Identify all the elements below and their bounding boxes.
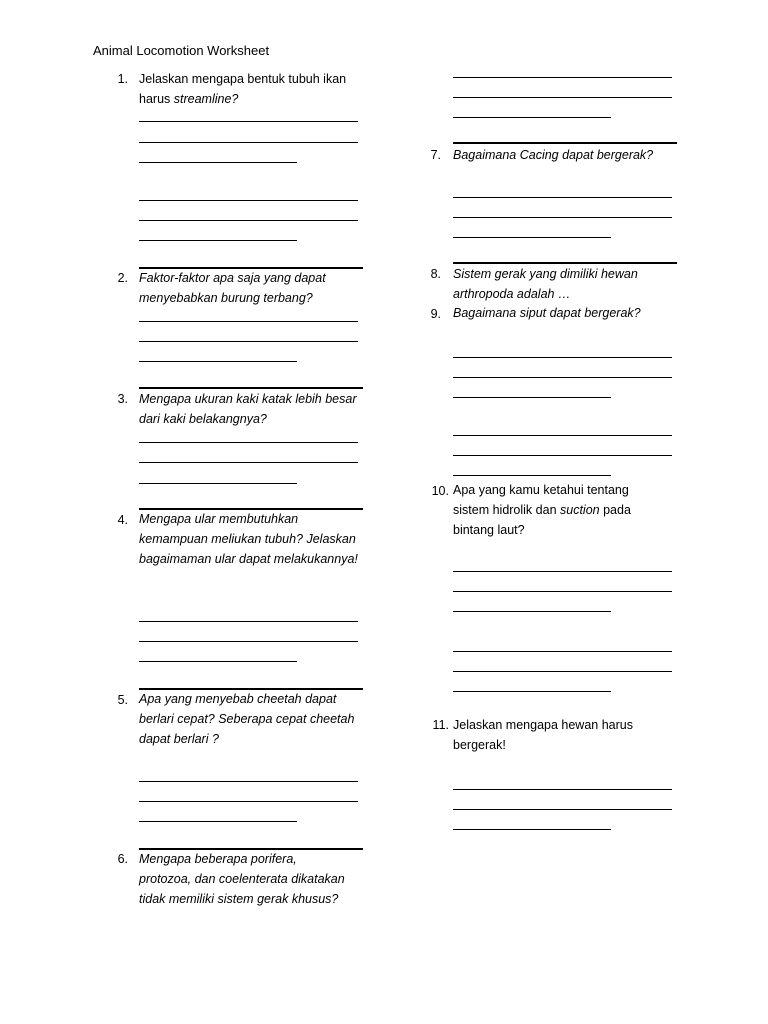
question-text bbox=[453, 145, 683, 165]
question-text bbox=[139, 268, 369, 308]
answer-line bbox=[453, 377, 672, 378]
question-text bbox=[453, 303, 683, 323]
question-text-segment: Bagaimana Cacing dapat bergerak? bbox=[453, 148, 654, 162]
question-text bbox=[453, 715, 668, 755]
answer-line bbox=[139, 641, 358, 642]
answer-line bbox=[139, 361, 297, 362]
answer-line bbox=[139, 821, 297, 822]
answer-line bbox=[453, 397, 611, 398]
question-text-segment: Bagaimana siput dapat bergerak? bbox=[453, 306, 641, 320]
question-number: 7. bbox=[430, 148, 441, 162]
answer-line bbox=[139, 162, 297, 163]
answer-line bbox=[139, 781, 358, 782]
question-number: 8. bbox=[430, 267, 441, 281]
question-text-segment: Mengapa ular membutuhkan kemampuan meliukan tubuh? Jelaskan bagaimaman ular dapat melakukannya! bbox=[139, 512, 358, 566]
answer-line bbox=[139, 483, 297, 484]
answer-line bbox=[453, 455, 672, 456]
question-number: 9. bbox=[430, 307, 441, 321]
section-divider bbox=[139, 848, 363, 850]
question-number: 5. bbox=[117, 693, 128, 707]
question-text bbox=[139, 689, 369, 749]
section-divider bbox=[139, 688, 363, 690]
worksheet-title: Animal Locomotion Worksheet bbox=[93, 43, 270, 58]
answer-line bbox=[139, 240, 297, 241]
question-text bbox=[453, 264, 673, 304]
section-divider bbox=[139, 387, 363, 389]
answer-line bbox=[453, 809, 672, 810]
answer-line bbox=[139, 462, 358, 463]
question-text bbox=[453, 480, 668, 540]
question-text-segment: Apa yang kamu ketahui tentang sistem hidrolik dan bbox=[453, 483, 629, 517]
question-text-segment: streamline? bbox=[173, 92, 239, 106]
answer-line bbox=[453, 691, 611, 692]
question-text bbox=[139, 69, 369, 109]
question-number: 4. bbox=[117, 513, 128, 527]
answer-line bbox=[139, 801, 358, 802]
answer-line bbox=[453, 571, 672, 572]
answer-line bbox=[139, 442, 358, 443]
question-number: 1. bbox=[117, 72, 128, 86]
question-number: 6. bbox=[117, 852, 128, 866]
answer-line bbox=[453, 671, 672, 672]
question-text bbox=[139, 389, 359, 429]
answer-line bbox=[453, 435, 672, 436]
answer-line bbox=[453, 829, 611, 830]
question-number: 11. bbox=[432, 718, 449, 732]
answer-line bbox=[139, 661, 297, 662]
answer-line bbox=[139, 321, 358, 322]
question-text-segment: suction bbox=[560, 503, 600, 517]
question-number: 10. bbox=[431, 484, 449, 498]
answer-line bbox=[453, 77, 672, 78]
question-text bbox=[139, 849, 349, 909]
answer-line bbox=[139, 142, 358, 143]
question-text-segment: Jelaskan mengapa bentuk tubuh ikan harus bbox=[139, 72, 347, 106]
answer-line bbox=[139, 200, 358, 201]
answer-line bbox=[453, 357, 672, 358]
section-divider bbox=[453, 142, 677, 144]
question-text-segment: Mengapa beberapa porifera, protozoa, dan coelenterata dikatakan tidak memiliki sistem gerak khusus? bbox=[139, 852, 345, 906]
answer-line bbox=[139, 121, 358, 122]
answer-line bbox=[453, 611, 611, 612]
answer-line bbox=[453, 237, 611, 238]
question-text-segment: Apa yang menyebab cheetah dapat berlari cepat? Seberapa cepat cheetah dapat berlari ? bbox=[139, 692, 355, 746]
section-divider bbox=[139, 508, 363, 510]
answer-line bbox=[453, 117, 611, 118]
question-text-segment: Faktor-faktor apa saja yang dapat menyebabkan burung terbang? bbox=[139, 271, 326, 305]
question-text-segment: Sistem gerak yang dimiliki hewan arthropoda adalah … bbox=[453, 267, 638, 301]
question-number: 3. bbox=[117, 392, 128, 406]
answer-line bbox=[139, 341, 358, 342]
answer-line bbox=[453, 591, 672, 592]
answer-line bbox=[453, 97, 672, 98]
section-divider bbox=[453, 262, 677, 264]
answer-line bbox=[453, 475, 611, 476]
answer-line bbox=[139, 621, 358, 622]
answer-line bbox=[139, 220, 358, 221]
question-text bbox=[139, 509, 359, 569]
answer-line bbox=[453, 217, 672, 218]
question-text-segment: Mengapa ukuran kaki katak lebih besar dari kaki belakangnya? bbox=[139, 392, 357, 426]
answer-line bbox=[453, 197, 672, 198]
question-text-segment: pada bintang laut? bbox=[453, 503, 631, 537]
section-divider bbox=[139, 267, 363, 269]
answer-line bbox=[453, 651, 672, 652]
question-number: 2. bbox=[117, 271, 128, 285]
question-text-segment: Jelaskan mengapa hewan harus bergerak! bbox=[453, 718, 633, 752]
answer-line bbox=[453, 789, 672, 790]
